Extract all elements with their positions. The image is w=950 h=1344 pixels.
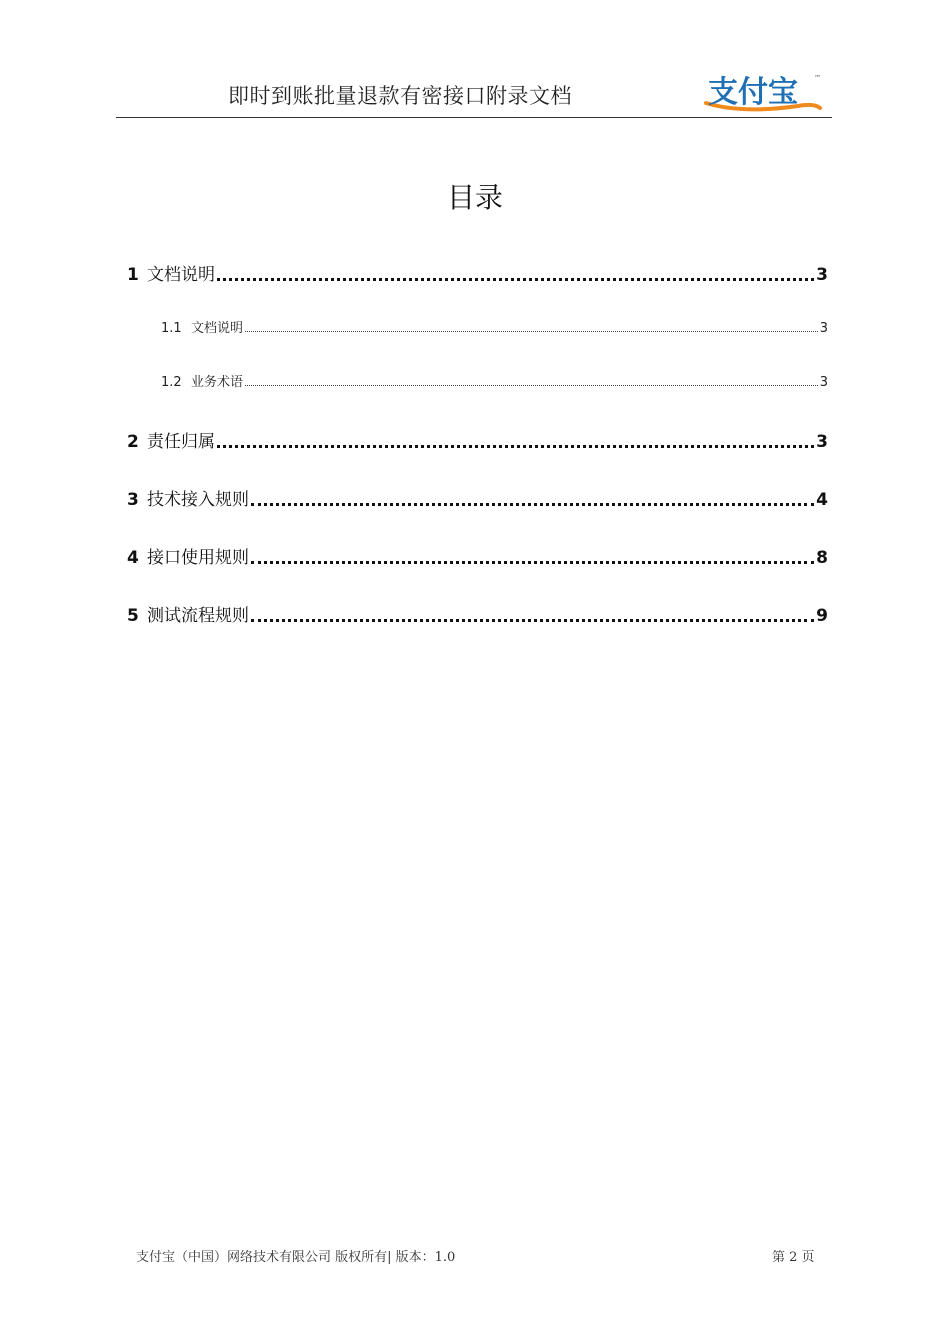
- toc-entry-page: 3: [816, 265, 828, 285]
- document-title: 即时到账批量退款有密接口附录文档: [228, 84, 572, 108]
- toc-entry[interactable]: [127, 317, 828, 336]
- toc-entry[interactable]: [127, 543, 828, 568]
- toc-entry-label: 接口使用规则: [147, 548, 249, 568]
- dot-leader: [251, 503, 814, 506]
- toc-entry-number: 3: [127, 490, 139, 510]
- toc-entry-page: 3: [819, 321, 828, 336]
- toc-entry[interactable]: [127, 260, 828, 285]
- toc-entry-label: 责任归属: [147, 432, 215, 452]
- toc-entry-label: 测试流程规则: [147, 606, 249, 626]
- toc-entry-number: 2: [127, 432, 139, 452]
- dot-leader: [217, 445, 814, 448]
- dot-leader: [245, 385, 818, 386]
- toc-entry-number: 1.2: [161, 375, 182, 390]
- toc-entry-label: 技术接入规则: [147, 490, 249, 510]
- dot-leader: [251, 561, 814, 564]
- footer-copyright: 支付宝（中国）网络技术有限公司 版权所有| 版本：1.0: [136, 1250, 456, 1265]
- toc-entry[interactable]: [127, 427, 828, 452]
- toc-entry-page: 9: [816, 606, 828, 626]
- toc-entry[interactable]: [127, 371, 828, 390]
- toc-entry-number: 4: [127, 548, 139, 568]
- toc-entry-label: 业务术语: [191, 375, 244, 390]
- toc-entry-page: 3: [819, 375, 828, 390]
- dot-leader: [251, 619, 814, 622]
- logo-trademark: ™: [814, 74, 821, 82]
- toc-entry-number: 1.1: [161, 321, 182, 336]
- dot-leader: [245, 331, 818, 332]
- toc-entry-number: 1: [127, 265, 139, 285]
- alipay-logo: [702, 70, 832, 116]
- toc-entry-label: 文档说明: [191, 321, 244, 336]
- dot-leader: [217, 278, 814, 281]
- toc-entry-page: 3: [816, 432, 828, 452]
- toc-entry[interactable]: [127, 601, 828, 626]
- logo-text: 支付宝: [708, 75, 798, 110]
- toc-entry-page: 4: [816, 490, 828, 510]
- toc-entry-number: 5: [127, 606, 139, 626]
- toc-entry-page: 8: [816, 548, 828, 568]
- page-number: 第 2 页: [772, 1250, 815, 1265]
- toc-entry-label: 文档说明: [147, 265, 215, 285]
- toc-entry[interactable]: [127, 485, 828, 510]
- header-divider: [116, 117, 832, 118]
- toc-heading: 目录: [446, 181, 503, 214]
